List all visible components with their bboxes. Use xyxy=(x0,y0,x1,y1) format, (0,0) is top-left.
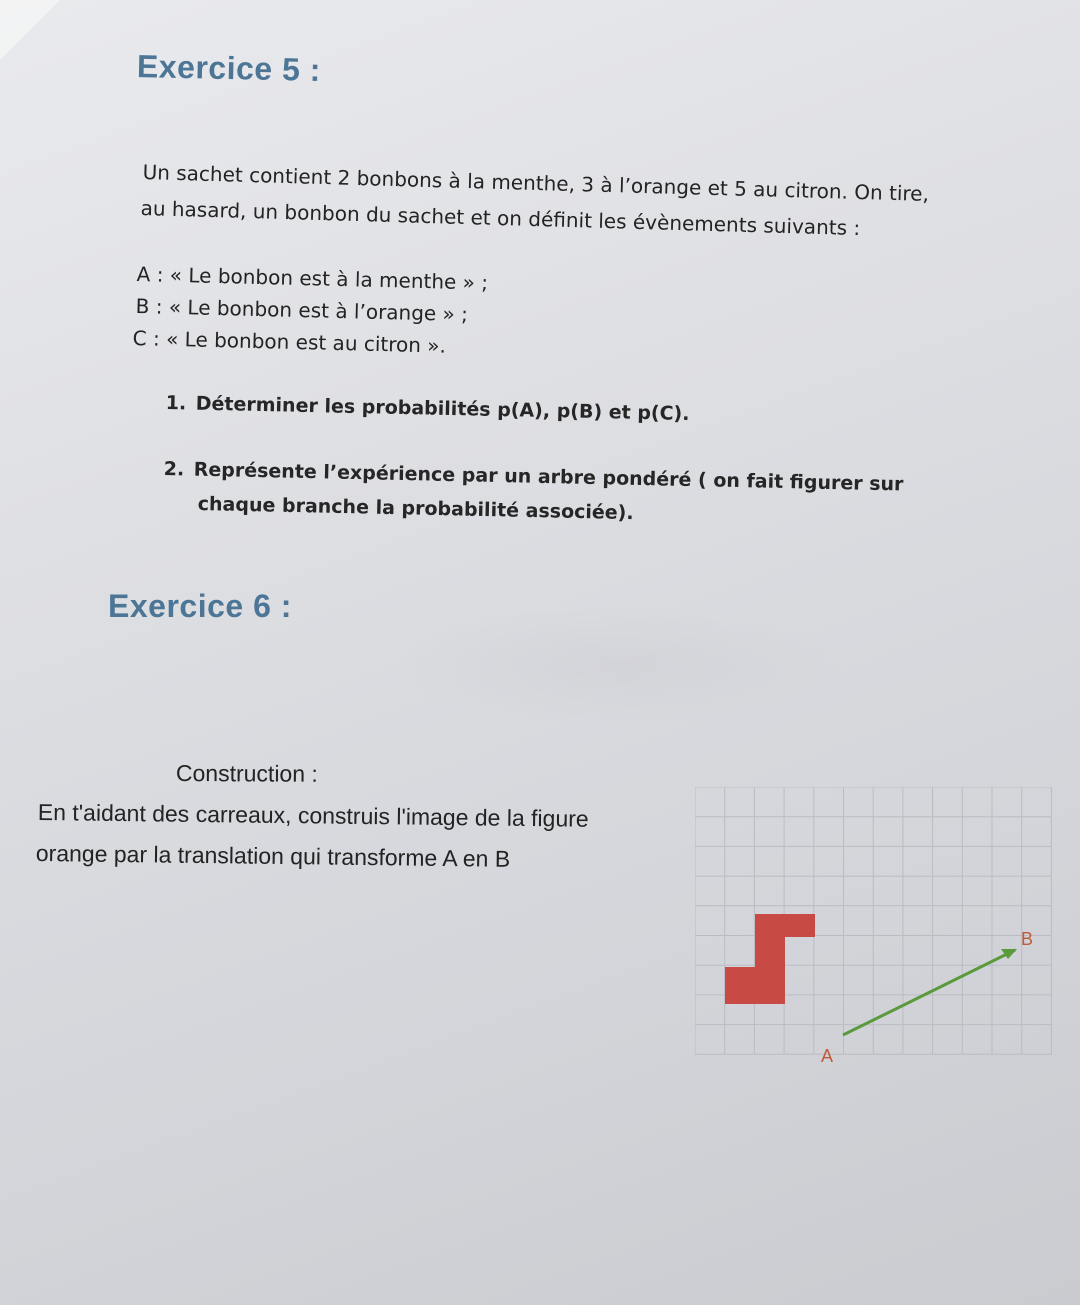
point-b-label: B xyxy=(1021,929,1034,949)
question-2-number: 2. xyxy=(163,458,185,481)
question-2-text-line-1: Représente l’expérience par un arbre pondéré ( on fait figurer sur xyxy=(193,458,904,496)
page-corner-fold xyxy=(0,0,60,60)
event-a: A : « Le bonbon est à la menthe » ; xyxy=(136,262,489,295)
question-2 xyxy=(164,458,904,495)
event-c: C : « Le bonbon est au citron ». xyxy=(132,326,447,358)
point-a-label: A xyxy=(821,1046,834,1066)
instruction-line-2: orange par la translation qui transforme A en B xyxy=(35,840,511,872)
exercise-6-title: Exercice 6 : xyxy=(108,588,292,624)
construction-label: Construction : xyxy=(175,760,318,787)
question-2-text-line-2: chaque branche la probabilité associée). xyxy=(197,493,634,525)
exercise-5-intro-line-2: au hasard, un bonbon du sachet et on définit les évènements suivants : xyxy=(140,196,861,241)
grid-svg xyxy=(695,787,1053,1072)
question-1-text: Déterminer les probabilités p(A), p(B) et p(C). xyxy=(195,392,690,425)
orange-figure xyxy=(725,914,815,1004)
event-b: B : « Le bonbon est à l’orange » ; xyxy=(135,294,469,327)
instruction-line-1: En t'aidant des carreaux, construis l'image de la figure xyxy=(37,799,589,832)
translation-figure xyxy=(695,787,1053,1072)
question-1 xyxy=(166,392,690,425)
exercise-5-intro-line-1: Un sachet contient 2 bonbons à la menthe, 3 à l’orange et 5 au citron. On tire, xyxy=(142,160,930,206)
translation-vector xyxy=(843,950,1015,1035)
question-1-number: 1. xyxy=(165,392,187,415)
exercise-5-title: Exercice 5 : xyxy=(136,48,322,88)
grid-lines xyxy=(695,787,1051,1054)
vector-arrowhead xyxy=(1001,949,1017,959)
faint-watermark xyxy=(395,605,845,725)
